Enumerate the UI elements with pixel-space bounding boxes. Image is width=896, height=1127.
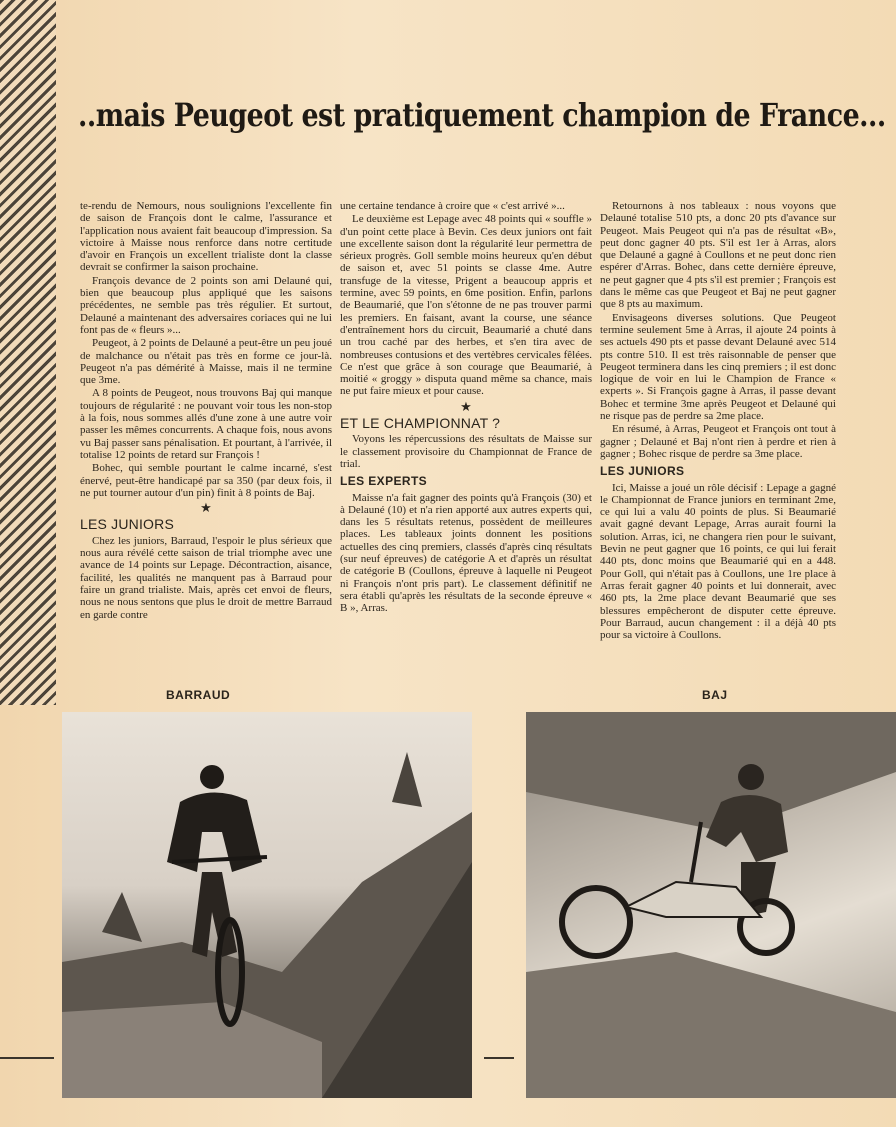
column-2 <box>340 200 592 616</box>
photo-baj <box>526 712 896 1098</box>
paragraph: A 8 points de Peugeot, nous trouvons Baj qui manque toujours de régularité : ne pouvant voir tous les non-stop à la fois, nous sommes allés d'une zone à une autre voir passer les mêmes concurrents. A chaque fois, nous avons vu Baj passer sans pénalisation. Et pourtant, à l'arrivée, il totalise 12 points de retard sur François ! <box>80 387 332 461</box>
paragraph: Peugeot, à 2 points de Delauné a peut-être un peu joué de malchance ou n'était pas très en forme ce jour-là. Peugeot n'a pas démérité à Maisse, mais il ne termine que 3me. <box>80 337 332 387</box>
paragraph: Bohec, qui semble pourtant le calme incarné, s'est énervé, peut-être handicapé par sa 350 (par deux fois, il ne put tourner autour d'un pin) finit à 8 points de Baj. <box>80 462 332 499</box>
star-separator: ★ <box>460 398 472 414</box>
section-heading-championnat: ET LE CHAMPIONNAT ? <box>340 415 501 432</box>
paragraph: En résumé, à Arras, Peugeot et François ont tout à gagner ; Delauné et Baj n'ont rien à perdre et rien à gagner ; Bohec risque de perdre sa 3me place. <box>600 423 836 460</box>
page-rule-right <box>484 1057 514 1059</box>
paragraph: une certaine tendance à croire que « c'est arrivé »... <box>340 200 565 212</box>
decorative-stripe <box>0 0 56 705</box>
section-heading-juniors: LES JUNIORS <box>80 516 174 533</box>
column-1 <box>80 200 332 622</box>
headline: ..mais Peugeot est pratiquement champion de France... <box>78 96 886 134</box>
paragraph: Le deuxième est Lepage avec 48 points qui « souffle » d'un point cette place à Bevin. Ces deux juniors ont fait une excellente saison dont la régularité leur permettra de sérieux progrès. Goll semble moins heureux qu'en début de saison et, avec 51 points se classe 4me. Autre transfuge de la vitesse, Prigent a beaucoup appris et termine, avec 59 points, en 6me position. Enfin, parlons de Beaumarié, que l'on s'étonne de ne pas trouver parmi les premiers. En faisant, avant la course, une séance d'entraînement hors du circuit, Beaumarié a chuté dans un trou caché par des herbes, et s'en tira avec de nombreuses contusions et des vertèbres cervicales fêlées. Ce n'est que grâce à son courage que Beaumarié, à moitié « groggy » disputa quand même sa chance, mais ne put faire mieux et pour cause. <box>340 213 592 398</box>
photo-caption-barraud: BARRAUD <box>166 688 231 702</box>
page-rule-left <box>0 1057 54 1059</box>
star-separator: ★ <box>200 500 212 516</box>
photo-baj-illustration <box>526 712 896 1098</box>
section-heading-juniors-2: LES JUNIORS <box>600 464 685 479</box>
paragraph: Chez les juniors, Barraud, l'espoir le plus sérieux que nous aura révélé cette saison de trial triomphe avec une avance de 14 points sur Lepage. Décontraction, aisance, facilité, les qualités ne manquent pas à Barraud pour faire un grand trialiste. Mais, après cet envoi de fleurs, nous ne nous sentons que plus le droit de mettre Barraud en garde contre <box>80 534 332 621</box>
paragraph: François devance de 2 points son ami Delauné qui, bien que beaucoup plus appliqué que les saisons précédentes, ne semble pas très régulier. Et surtout, Delauné a maintenant des adversaires coriaces qui ne lui font pas de « fleurs »... <box>80 274 332 336</box>
photo-barraud <box>62 712 472 1098</box>
column-3 <box>600 200 836 642</box>
photo-caption-baj: BAJ <box>702 688 728 702</box>
paragraph: Voyons les répercussions des résultats de Maisse sur le classement provisoire du Championnat de France de trial. <box>340 433 592 470</box>
paragraph: Maisse n'a fait gagner des points qu'à François (30) et à Delauné (10) et n'a rien apporté aux autres experts qui, dans les 5 résultats retenus, possèdent de meilleures places. Les tableaux joints donnent les positions actuelles des cinq premiers, classés d'après cinq résultats (sur neuf épreuves) de catégorie A et d'après un résultat de catégorie B (Coullons, épreuve à laquelle ni Peugeot ni François n'ont pris part). Le classement définitif ne sera établi qu'après les résultats de la seconde épreuve « B », Arras. <box>340 491 592 615</box>
photo-barraud-illustration <box>62 712 472 1098</box>
paragraph: Envisageons diverses solutions. Que Peugeot termine seulement 5me à Arras, il ajoute 24 points à ses actuels 490 pts et passe devant Delauné avec 514 pts contre 510. Il est très raisonnable de penser que Peugeot terminera dans les cinq premiers ; il est donc logique de voir en lui le Champion de France « experts ». Si François gagne à Arras, il passe devant Bohec et termine 3me après Peugeot et Delauné qui ne risque pas de perdre sa 2me place. <box>600 311 836 423</box>
paragraph: Retournons à nos tableaux : nous voyons que Delauné totalise 510 pts, a donc 20 pts d'avance sur Peugeot. Mais Peugeot qui n'a pas de résultat «B», peut donc gagner 40 pts. S'il est 1er à Arras, alors que Delauné a gagné à Coullons et ne peut donc rien espérer d'Arras. Bohec, dans cette dernière épreuve, ne peut gagner que 4 pts s'il est premier ; François est dans le même cas que Peugeot et Baj ne peut gagner que 8 pts au maximum. <box>600 200 836 311</box>
paragraph: Ici, Maisse a joué un rôle décisif : Lepage a gagné le Championnat de France juniors en terminant 2me, ce qui lui a valu 40 points de plus. Si Beaumarié avait gagné devant Lepage, Arras aurait fourni la solution. Arras, ici, ne changera rien pour le suivant, Bevin ne peut gagner que 16 points, ce qui lui ferait 440 pts, donc moins que Beaumarié qui en a 448. Pour Goll, qui n'était pas à Coullons, une 1re place à Arras ferait gagner 40 points et lui donnerait, avec 460 pts, la 2me place devant Beaumarié que ses blessures empêcheront de disputer cette épreuve. Pour Barraud, aucun changement : il a déjà 40 pts pour sa victoire à Coullons. <box>600 481 836 642</box>
paragraph: te-rendu de Nemours, nous soulignions l'excellente fin de saison de François dont le calme, l'assurance et l'application nous avaient fait beaucoup d'impression. Sa victoire à Maisse nous renforce dans notre certitude d'avoir en François un excellent trialiste dont la classe devrait se confirmer la saison prochaine. <box>80 200 332 274</box>
section-heading-experts: LES EXPERTS <box>340 474 428 489</box>
